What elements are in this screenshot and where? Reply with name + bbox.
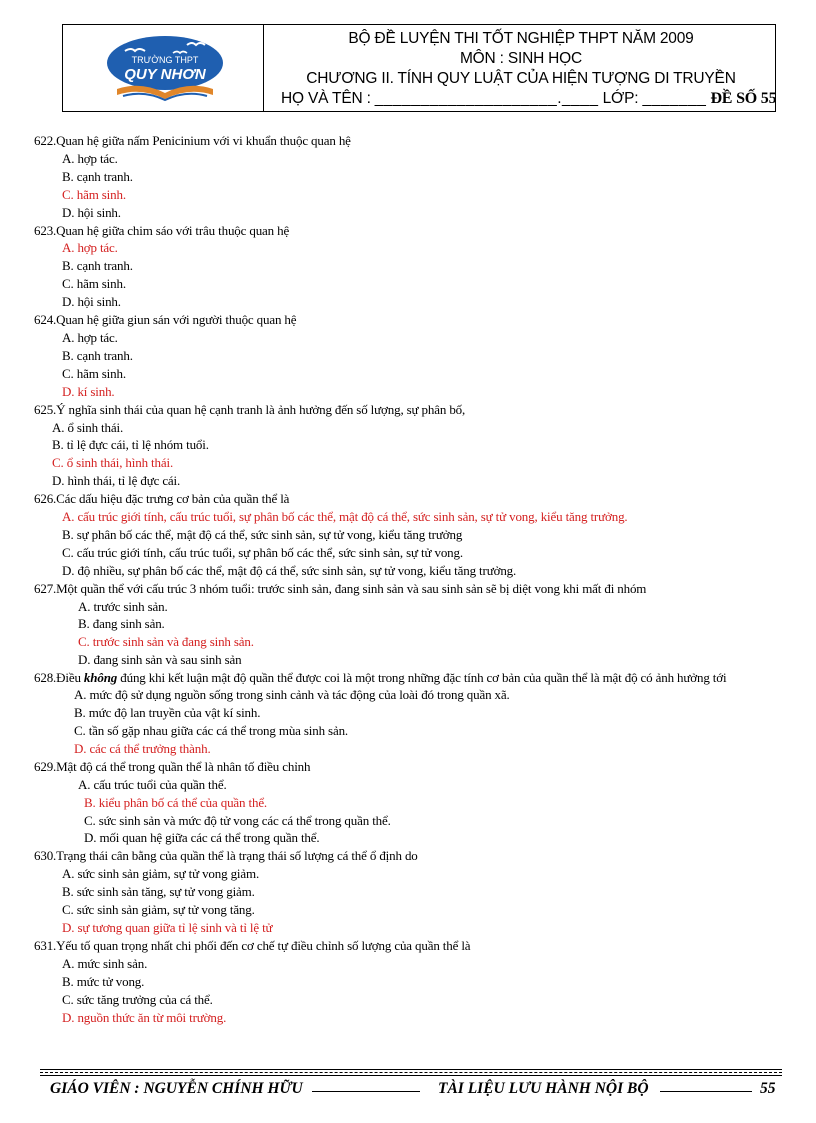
question-stem: 623.Quan hệ giữa chim sáo với trâu thuộc quan hệ <box>34 222 290 238</box>
footer <box>50 1080 780 1102</box>
option-b: B. cạnh tranh. <box>62 168 133 184</box>
header-divider <box>263 25 264 111</box>
option-d-correct: D. kí sinh. <box>62 383 115 399</box>
option-b: B. mức tử vong. <box>62 973 145 989</box>
subject-title: MÔN : SINH HỌC <box>459 50 583 67</box>
question-624 <box>34 311 800 401</box>
option-a: A. mức sinh sản. <box>62 955 148 971</box>
exam-title: BỘ ĐỀ LUYỆN THI TỐT NGHIỆP THPT NĂM 2009 <box>348 30 694 47</box>
option-a: A. cấu trúc tuổi của quần thể. <box>78 776 227 792</box>
exam-number: ĐỀ SỐ 55 <box>710 90 777 107</box>
option-a-correct: A. cấu trúc giới tính, cấu trúc tuổi, sự phân bố các thể, mật độ cá thể, sức sinh sản, sự tử vong, kiểu tăng trưởng. <box>62 509 628 525</box>
option-b-correct: B. kiểu phân bố cá thể của quần thể. <box>84 794 268 810</box>
chapter-title: CHƯƠNG II. TÍNH QUY LUẬT CỦA HIỆN TƯỢNG DI TRUYỀN <box>306 70 736 87</box>
question-626 <box>34 490 800 580</box>
school-logo <box>103 33 227 105</box>
question-630 <box>34 847 800 937</box>
class-label: LỚP: <box>602 90 639 107</box>
option-d: D. đang sinh sản và sau sinh sản <box>78 652 242 668</box>
question-stem: 629.Mật độ cá thể trong quần thể là nhân tố điều chỉnh <box>34 758 311 774</box>
option-d: D. hội sinh. <box>62 204 121 220</box>
logo-text-bottom: QUY NHƠN <box>124 66 206 83</box>
question-stem: 624.Quan hệ giữa giun sán với người thuộc quan hệ <box>34 312 297 328</box>
student-info-line <box>271 89 777 109</box>
option-a: A. sức sinh sản giảm, sự tử vong giảm. <box>62 866 260 882</box>
footer-line-right <box>660 1091 752 1092</box>
option-c: C. sức sinh sản giảm, sự tử vong tăng. <box>62 902 255 918</box>
option-b: B. sự phân bố các thể, mật độ cá thể, sức sinh sản, sự tử vong, kiểu tăng trưởng <box>62 526 463 542</box>
option-a: A. trước sinh sản. <box>78 598 168 614</box>
option-d: D. hình thái, tỉ lệ đực cái. <box>52 473 181 489</box>
option-c: C. hãm sinh. <box>62 365 126 381</box>
option-b: B. cạnh tranh. <box>62 347 133 363</box>
option-a: A. hợp tác. <box>62 329 118 345</box>
footer-teacher: GIÁO VIÊN : NGUYỄN CHÍNH HỮU <box>50 1080 303 1097</box>
option-c: C. sức tăng trưởng của cá thể. <box>62 991 213 1007</box>
option-a: A. mức độ sử dụng nguồn sống trong sinh cảnh và tác động của loài đó trong quần xã. <box>74 687 510 703</box>
stem-emphasis: không <box>83 670 118 686</box>
option-b: B. đang sinh sản. <box>78 616 165 632</box>
option-c-correct: C. trước sinh sản và đang sinh sản. <box>78 634 254 650</box>
option-b: B. cạnh tranh. <box>62 258 133 274</box>
footer-line-left <box>312 1091 420 1092</box>
option-c-correct: C. hãm sinh. <box>62 186 126 202</box>
option-a-correct: A. hợp tác. <box>62 240 118 256</box>
option-c: C. sức sinh sản và mức độ tử vong các cá thể trong quần thể. <box>84 812 391 828</box>
option-b: B. tỉ lệ đực cái, tỉ lệ nhóm tuổi. <box>52 437 209 453</box>
option-c: C. cấu trúc giới tính, cấu trúc tuổi, sự phân bố các thể, sức sinh sản, sự tử vong. <box>62 544 463 560</box>
name-label: HỌ VÀ TÊN : <box>281 90 371 107</box>
header-text <box>271 29 777 109</box>
option-d: D. độ nhiều, sự phân bố các thể, mật độ cá thể, sức sinh sản, sự tử vong, kiểu tăng trưởng. <box>62 562 517 578</box>
question-stem: 630.Trạng thái cân bằng của quần thể là trạng thái số lượng cá thể ổ định do <box>34 848 418 864</box>
option-d: D. mối quan hệ giữa các cá thể trong quần thể. <box>84 830 320 846</box>
question-stem: 631.Yếu tố quan trọng nhất chi phối đến cơ chế tự điều chỉnh số lượng của quần thể là <box>34 937 471 953</box>
option-d-correct: D. nguồn thức ăn từ môi trường. <box>62 1009 227 1025</box>
page-number: 55 <box>760 1080 776 1097</box>
question-stem: 626.Các dấu hiệu đặc trưng cơ bản của quần thể là <box>34 491 290 507</box>
question-628 <box>34 669 800 758</box>
question-stem: 625.Ý nghĩa sinh thái của quan hệ cạnh tranh là ảnh hưởng đến số lượng, sự phân bố, <box>34 401 466 417</box>
question-627 <box>34 580 800 670</box>
option-c: C. tần số gặp nhau giữa các cá thể trong mùa sinh sản. <box>74 723 349 738</box>
header-box <box>62 24 776 112</box>
footer-divider <box>40 1069 782 1076</box>
option-a: A. ổ sinh thái. <box>52 419 124 435</box>
option-c: C. hãm sinh. <box>62 276 126 292</box>
question-list <box>34 132 800 1026</box>
logo-text-top: TRƯỜNG THPT <box>131 55 199 65</box>
option-b: B. mức độ lan truyền của vật kí sinh. <box>74 705 261 721</box>
question-622 <box>34 132 800 222</box>
stem-suffix: đúng khi kết luận mật độ quần thể được coi là một trong những đặc tính cơ bản của quần thể là mật độ có ảnh hưởng tới <box>117 670 727 686</box>
question-stem: 627.Một quần thể với cấu trúc 3 nhóm tuổi: trước sinh sản, đang sinh sản và sau sinh sản sẽ bị diệt vong khi mất đi nhóm <box>34 580 647 596</box>
stem-prefix: 628.Điều <box>34 670 84 686</box>
question-623 <box>34 222 800 312</box>
class-blank: _______ <box>642 90 707 107</box>
question-631 <box>34 937 800 1027</box>
option-d-correct: D. sự tương quan giữa tỉ lệ sinh và tỉ lệ tử <box>62 919 273 935</box>
question-629 <box>34 758 800 848</box>
question-stem: 622.Quan hệ giữa nấm Penicinium với vi khuẩn thuộc quan hệ <box>34 133 351 148</box>
option-d-correct: D. các cá thể trưởng thành. <box>74 740 211 756</box>
name-blank: ____________________.____ <box>374 90 599 107</box>
option-b: B. sức sinh sản tăng, sự tử vong giảm. <box>62 884 255 900</box>
footer-document-note: TÀI LIỆU LƯU HÀNH NỘI BỘ <box>438 1080 649 1097</box>
question-625 <box>34 401 800 491</box>
option-a: A. hợp tác. <box>62 150 118 166</box>
option-d: D. hội sinh. <box>62 294 121 310</box>
option-c-correct: C. ổ sinh thái, hình thái. <box>52 455 174 471</box>
question-stem <box>34 669 800 686</box>
